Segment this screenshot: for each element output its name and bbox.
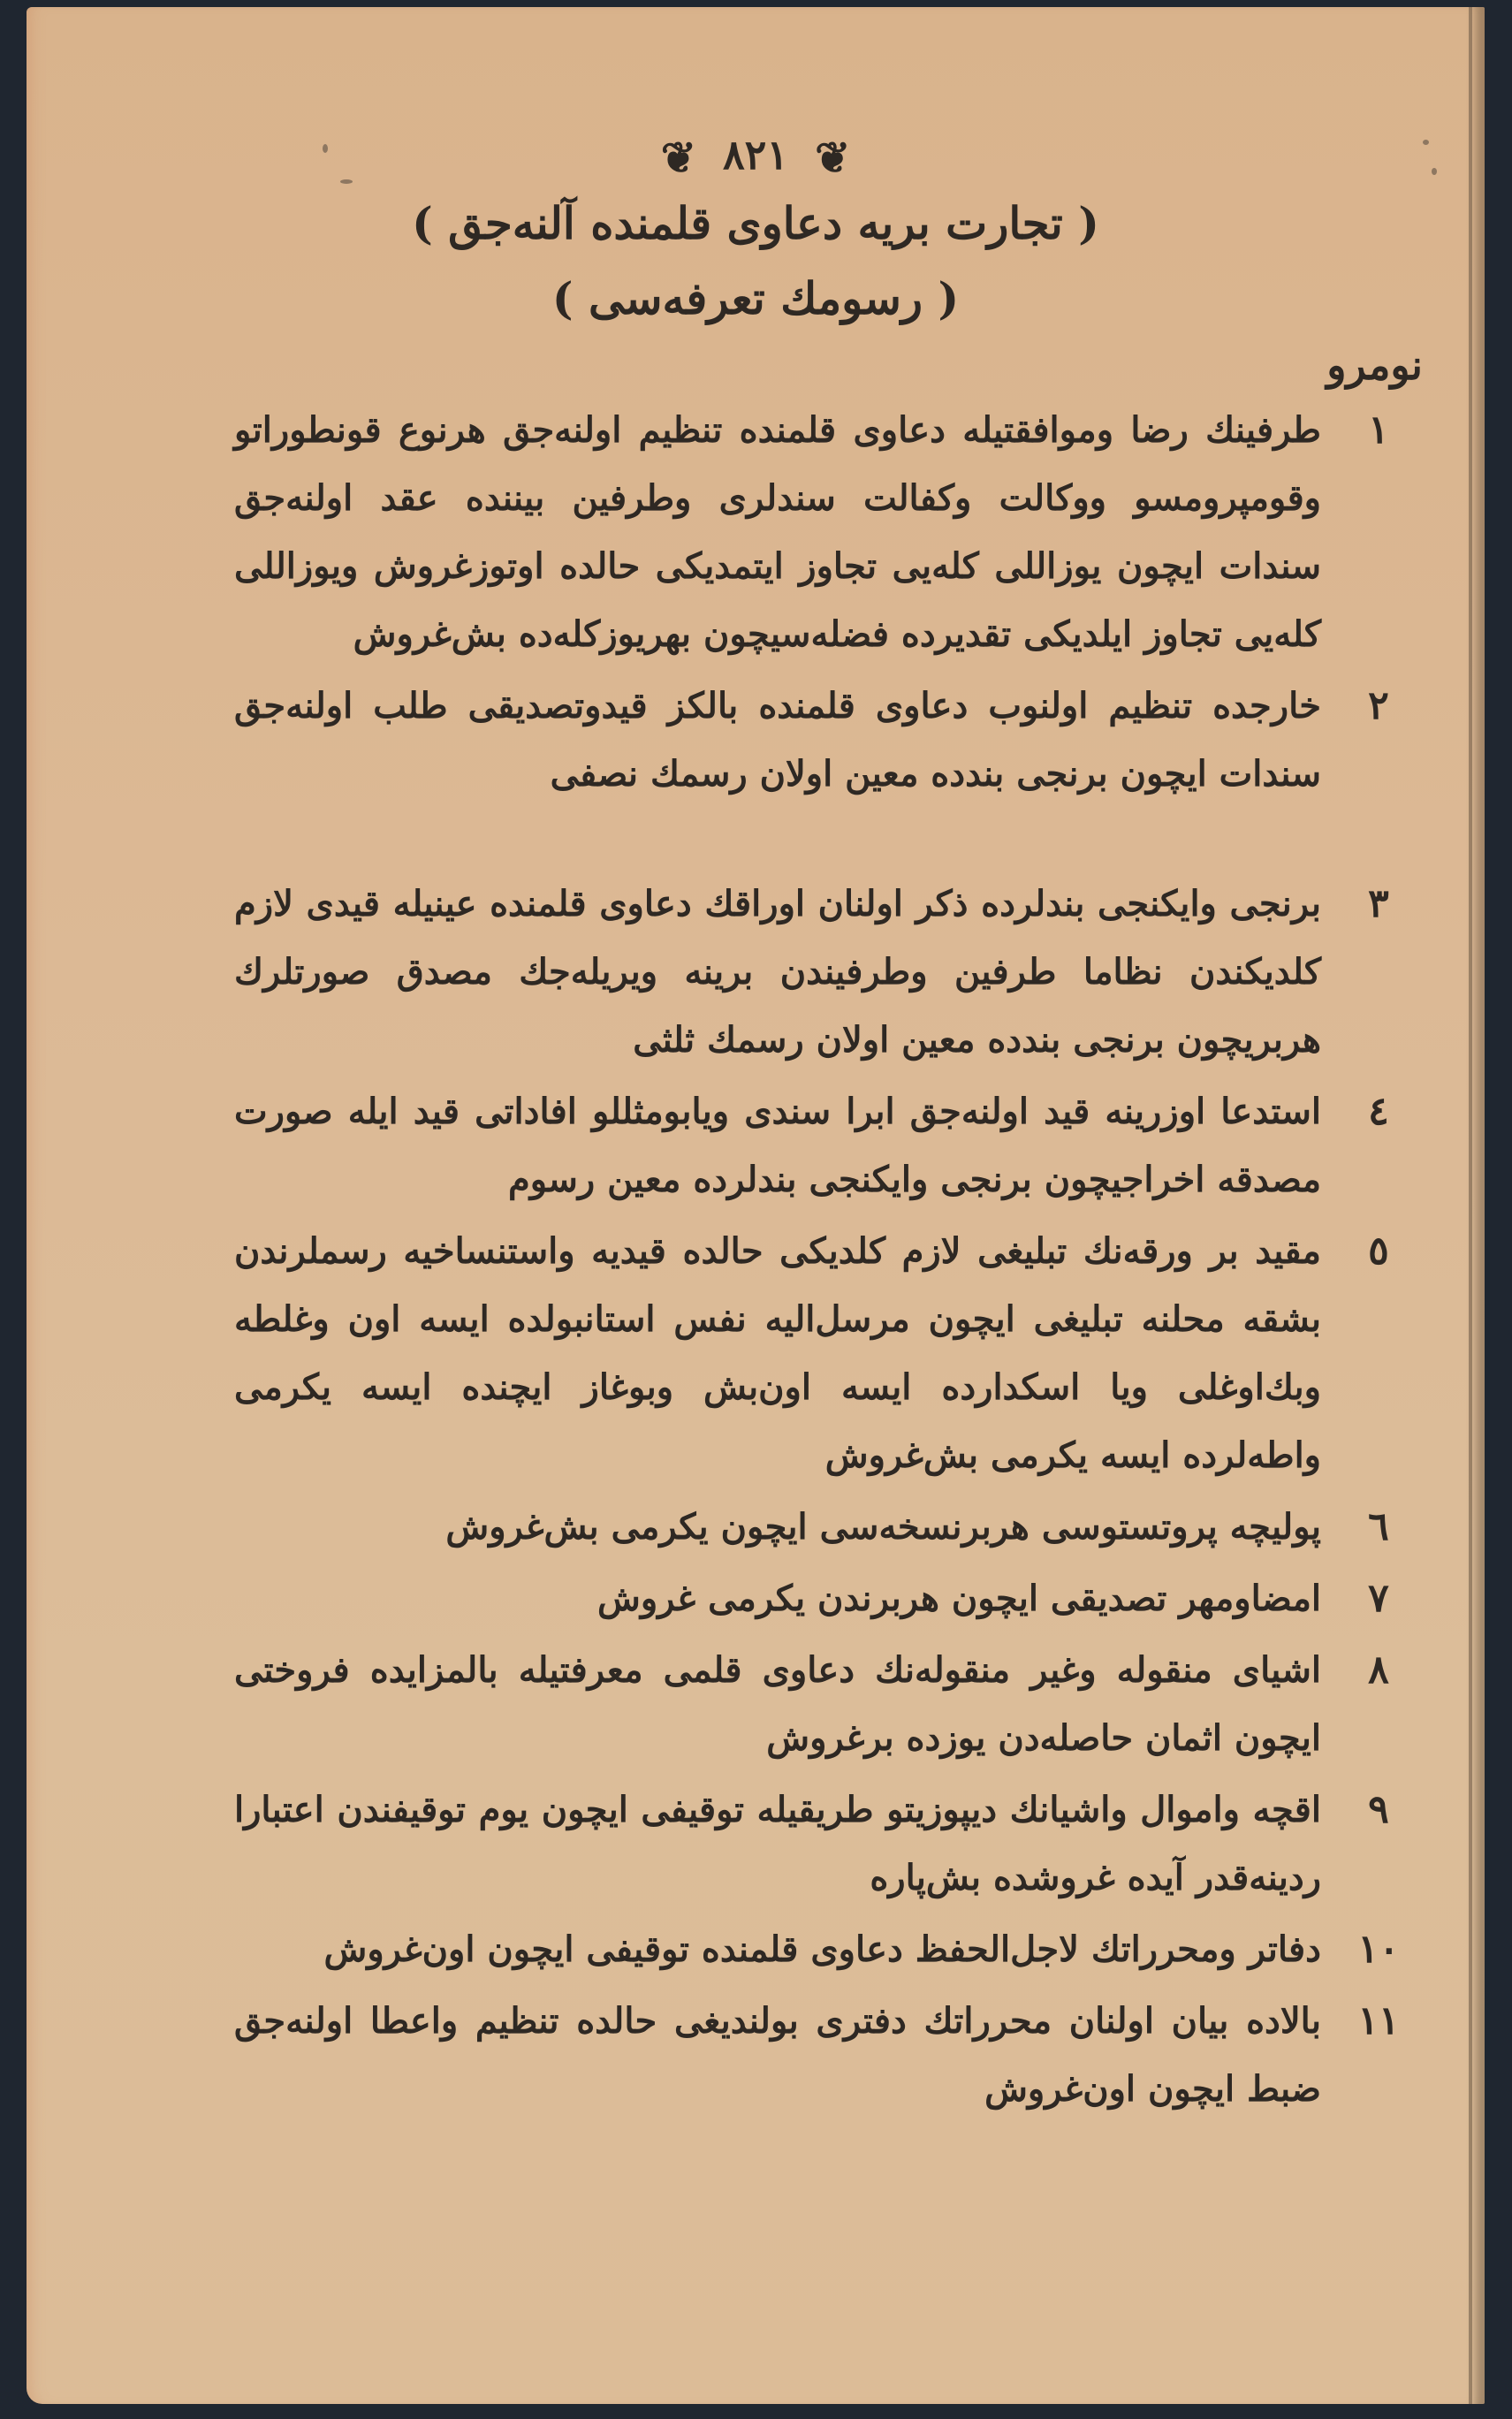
list-item (234, 1217, 1401, 1489)
list-item (234, 1077, 1401, 1213)
list-item (234, 396, 1401, 668)
page-number: ٨٢١ (722, 131, 789, 179)
item-text: اشياى منقوله وغير منقوله‌نك دعاوى قلمى معرفتيله بالمزايده فروختى ايچون اثمان حاصله‌دن يوزده برغروش (234, 1649, 1321, 1759)
list-item (234, 1776, 1401, 1912)
item-text: مقيد بر ورقه‌نك تبليغى لازم كلديكى حالده قيديه واستنساخيه رسملرندن بشقه محلنه تبليغى ايچون مرسل‌اليه نفس استانبولده ايسه اون وغلطه وبك‌اوغلى ويا اسكدارده ايسه اون‌بش وبوغاز ايچنده ايسه يكرمى واطه‌لرده ايسه يكرمى بش‌غروش (234, 1230, 1321, 1476)
item-number: ٧ (1368, 1576, 1389, 1621)
list-item (234, 870, 1401, 1074)
item-number: ١١ (1357, 1998, 1400, 2043)
item-number: ٢ (1368, 683, 1389, 728)
item-text: دفاتر ومحرراتك لاجل‌الحفظ دعاوى قلمنده توقيفى ايچون اون‌غروش (323, 1928, 1321, 1970)
item-number: ١٠ (1357, 1927, 1400, 1972)
floral-ornament-icon: ❦ (815, 133, 851, 183)
item-number: ١ (1368, 407, 1389, 453)
item-number: ٤ (1368, 1089, 1389, 1134)
list-item (234, 672, 1401, 808)
item-number: ٥ (1368, 1229, 1389, 1274)
item-number: ٨ (1368, 1647, 1389, 1693)
item-text: بالاده بيان اولنان محرراتك دفترى بولنديغى حالده تنظيم واعطا اولنه‌جق ضبط ايچون اون‌غروش (234, 2000, 1321, 2110)
item-text: پوليچه پروتستوسى هربرنسخه‌سى ايچون يكرمى بش‌غروش (445, 1506, 1321, 1548)
item-text: برنجى وايكنجى بندلرده ذكر اولنان اوراقك دعاوى قلمنده عينيله قيدى لازم كلديكندن نظاما طرفين وطرفيندن برينه ويريله‌جك مصدق صورتلرك هربريچون برنجى بندده معين اولان رسمك ثلثى (234, 883, 1321, 1061)
item-number: ٣ (1368, 881, 1389, 926)
item-number: ٦ (1368, 1504, 1389, 1549)
page-subtitle: ( رسومك تعرفه‌سى ) (551, 272, 960, 324)
item-text: استدعا اوزرينه قيد اولنه‌جق ابرا سندى ويابومثللو افاداتى قيد ايله صورت مصدقه اخراجيچون برنجى وايكنجى بندلرده معين رسوم (234, 1091, 1321, 1200)
list-item (234, 1915, 1401, 1983)
item-number: ٩ (1368, 1787, 1389, 1832)
item-text: اقچه واموال واشيانك ديپوزيتو طريقيله توقيفى ايچون يوم توقيفندن اعتبارا ردينه‌قدر آيده غروشده بش‌پاره (234, 1789, 1321, 1898)
fee-items-list (234, 396, 1401, 2126)
list-item (234, 1636, 1401, 1772)
item-text: خارجده تنظيم اولنوب دعاوى قلمنده بالكز قيدوتصديقى طلب اولنه‌جق سندات ايچون برنجى بندده معين اولان رسمك نصفى (234, 685, 1321, 795)
item-text: امضاومهر تصديقى ايچون هربرندن يكرمى غروش (597, 1578, 1321, 1619)
floral-ornament-icon: ❦ (660, 133, 696, 183)
list-item (234, 1564, 1401, 1632)
page-title: ( تجارت بريه دعاوى قلمنده آلنه‌جق ) (412, 197, 1099, 249)
scanned-page (27, 7, 1485, 2404)
list-item (234, 1987, 1401, 2123)
list-item (234, 1493, 1401, 1561)
number-column-header: نومرو (1326, 341, 1423, 389)
page-number-header (27, 131, 1485, 183)
item-text: طرفينك رضا وموافقتيله دعاوى قلمنده تنظيم اولنه‌جق هرنوع قونطوراتو وقومپرومسو ووكالت وكفالت سندلرى وطرفين بيننده عقد اولنه‌جق سندات ايچون يوزاللى كله‌يى تجاوز ايتمديكى حالده اوتوزغروش ويوزاللى كله‌يى تجاوز ايلديكى تقديرده فضله‌سيچون بهريوزكله‌ده بش‌غروش (234, 409, 1321, 655)
